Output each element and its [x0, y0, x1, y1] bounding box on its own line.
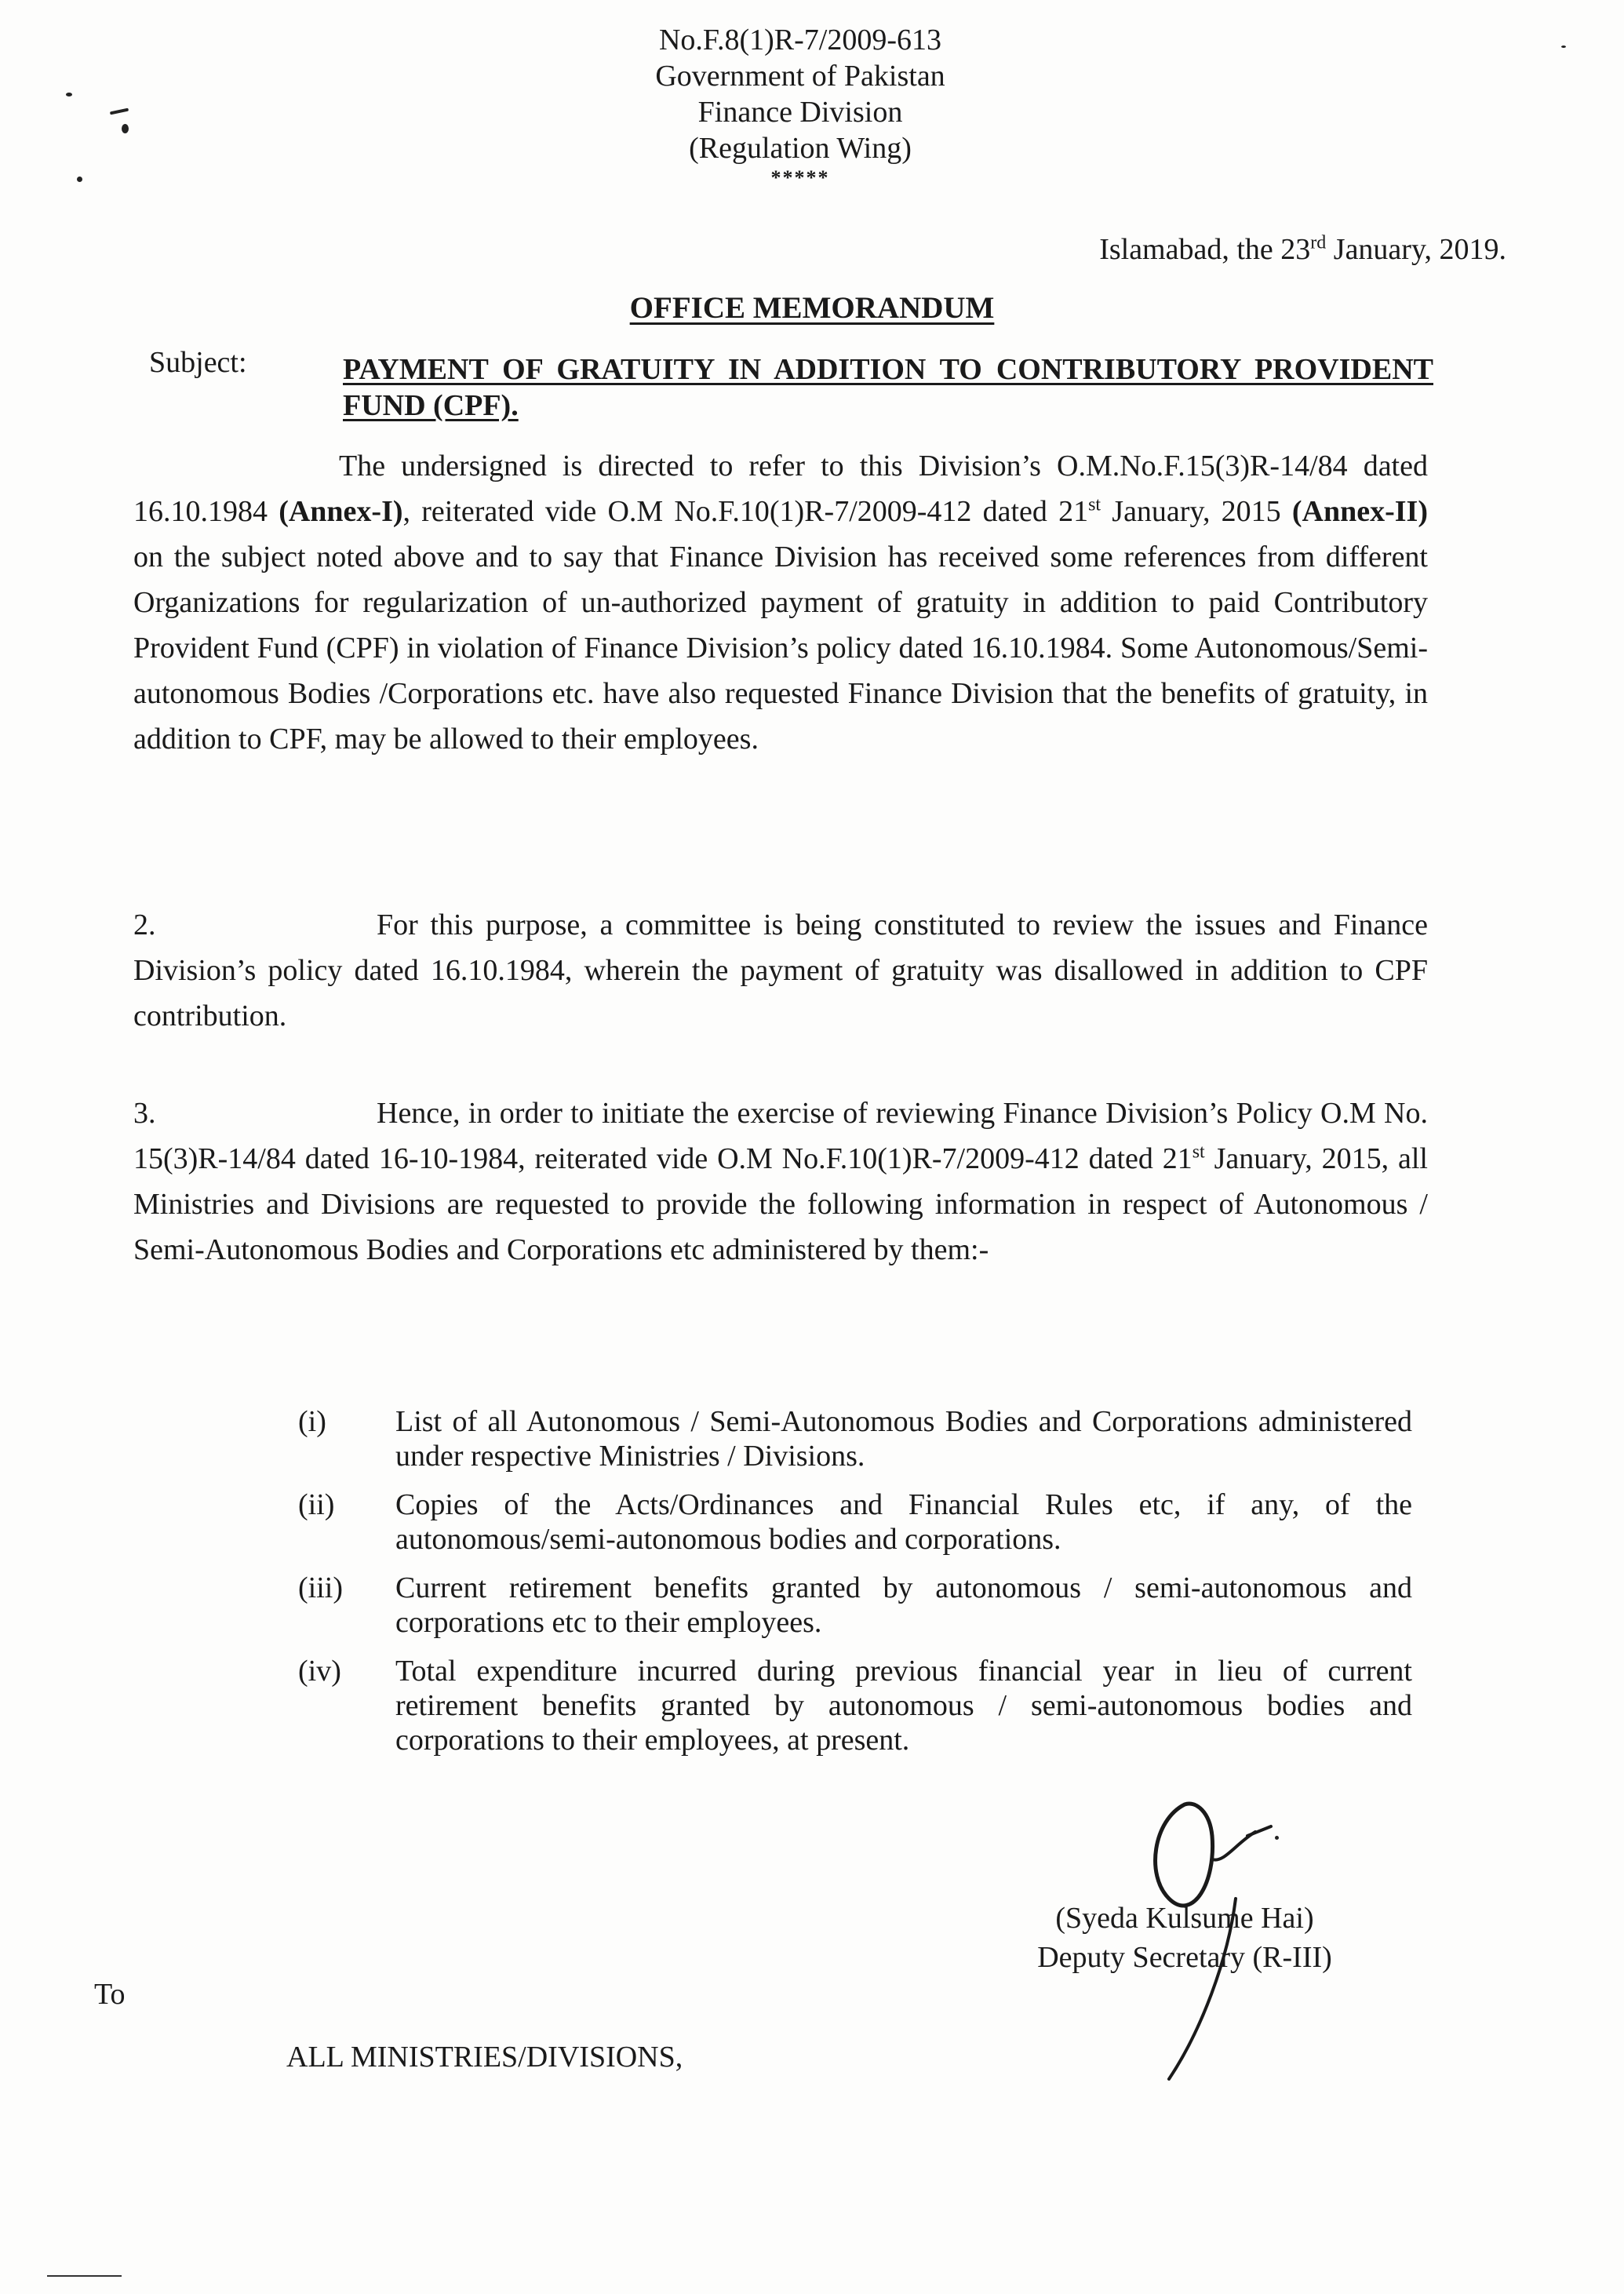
date-suffix: rd: [1310, 232, 1327, 253]
recipients: ALL MINISTRIES/DIVISIONS,: [286, 2041, 683, 2074]
list-item-number: (i): [298, 1405, 326, 1438]
separator-stars: *****: [770, 166, 830, 189]
list-item-text: Total expenditure incurred during previous financial year in lieu of current retirement benefits granted by autonomous / semi-autonomous bodies and corporations to their employees, at present.: [395, 1655, 1412, 1757]
file-number: No.F.8(1)R-7/2009-613: [658, 24, 942, 56]
para2-text: For this purpose, a committee is being constituted to review the issues and Finance Division’s policy dated 16.10.1984, wherein the payment of gratuity was disallowed in addition to CPF contribution.: [133, 908, 1428, 1032]
list-item-number: (iv): [298, 1655, 341, 1688]
annex-1-ref: (Annex-I): [279, 495, 403, 528]
letterhead: [549, 22, 1051, 190]
list-item: [298, 1571, 1412, 1640]
list-item-text: List of all Autonomous / Semi-Autonomous Bodies and Corporations administered under respective Ministries / Divisions.: [395, 1405, 1412, 1473]
para3-number: 3.: [133, 1097, 156, 1130]
scan-speck: [110, 108, 129, 115]
annex-2-ref: (Annex-II): [1291, 495, 1428, 528]
para3-text-b: January, 2015, all Ministries and Divisions are requested to provide the following information in respect of Autonomous / Semi-Autonomous Bodies and Corporations etc administered by them:-: [133, 1142, 1428, 1266]
signatory-designation: Deputy Secretary (R-III): [1037, 1941, 1332, 1974]
paragraph-2: [133, 902, 1428, 1039]
scan-speck: [77, 177, 82, 182]
signatory-name: (Syeda Kulsume Hai): [1055, 1902, 1314, 1935]
scan-speck: [122, 124, 129, 133]
list-item-text: Current retirement benefits granted by autonomous / semi-autonomous and corporations etc to their employees.: [395, 1571, 1412, 1639]
para1-text-b: , reiterated vide O.M No.F.10(1)R-7/2009-412 dated 21: [402, 495, 1089, 528]
footer-rule: [47, 2275, 122, 2277]
para1-text-d: on the subject noted above and to say that Finance Division has received some references from different Organizations for regularization of un-authorized payment of gratuity in addition to paid Contributory Provident Fund (CPF) in violation of Finance Division’s policy dated 16.10.1984. Some Autonomous/Semi-autonomous Bodies /Corporations etc. have also requested Finance Division that the benefits of gratuity, in addition to CPF, may be allowed to their employees.: [133, 541, 1428, 756]
date-rest: January, 2019.: [1326, 233, 1506, 266]
list-item-number: (iii): [298, 1571, 343, 1604]
to-label: To: [94, 1978, 126, 2011]
subject-text: PAYMENT OF GRATUITY IN ADDITION TO CONTRIBUTORY PROVIDENT FUND (CPF).: [343, 353, 1433, 422]
division-name: Finance Division: [697, 96, 903, 129]
scan-speck: [66, 93, 72, 96]
subject-label: Subject:: [149, 346, 247, 379]
list-item: [298, 1487, 1412, 1557]
wing-name: (Regulation Wing): [689, 132, 912, 165]
para2-number: 2.: [133, 908, 156, 941]
government-name: Government of Pakistan: [655, 60, 945, 93]
scan-speck: [1561, 46, 1566, 48]
para1-suffix: st: [1088, 494, 1101, 515]
list-item-text: Copies of the Acts/Ordinances and Financial Rules etc, if any, of the autonomous/semi-autonomous bodies and corporations.: [395, 1488, 1412, 1556]
para1-text-a: The undersigned is directed to refer to this Division’s O.M.No.F.15(3)R-14/84 dated 16.10.1984: [133, 450, 1428, 528]
para1-text-c: January, 2015: [1101, 495, 1292, 528]
date-place: Islamabad, the 23: [1099, 233, 1311, 266]
list-item: [298, 1404, 1412, 1473]
paragraph-3: [133, 1091, 1428, 1273]
information-list: [298, 1404, 1412, 1771]
memo-title: OFFICE MEMORANDUM: [629, 291, 995, 325]
list-item-number: (ii): [298, 1488, 335, 1521]
para3-text-a: Hence, in order to initiate the exercise of reviewing Finance Division’s Policy O.M No. 15(3)R-14/84 dated 16-10-1984, reiterated vide O.M No.F.10(1)R-7/2009-412 dated 21: [133, 1097, 1428, 1175]
paragraph-1: [133, 443, 1428, 762]
signatory-block: [1012, 1899, 1357, 1977]
list-item: [298, 1654, 1412, 1757]
para3-suffix: st: [1192, 1142, 1205, 1163]
memo-date: [1099, 232, 1506, 267]
